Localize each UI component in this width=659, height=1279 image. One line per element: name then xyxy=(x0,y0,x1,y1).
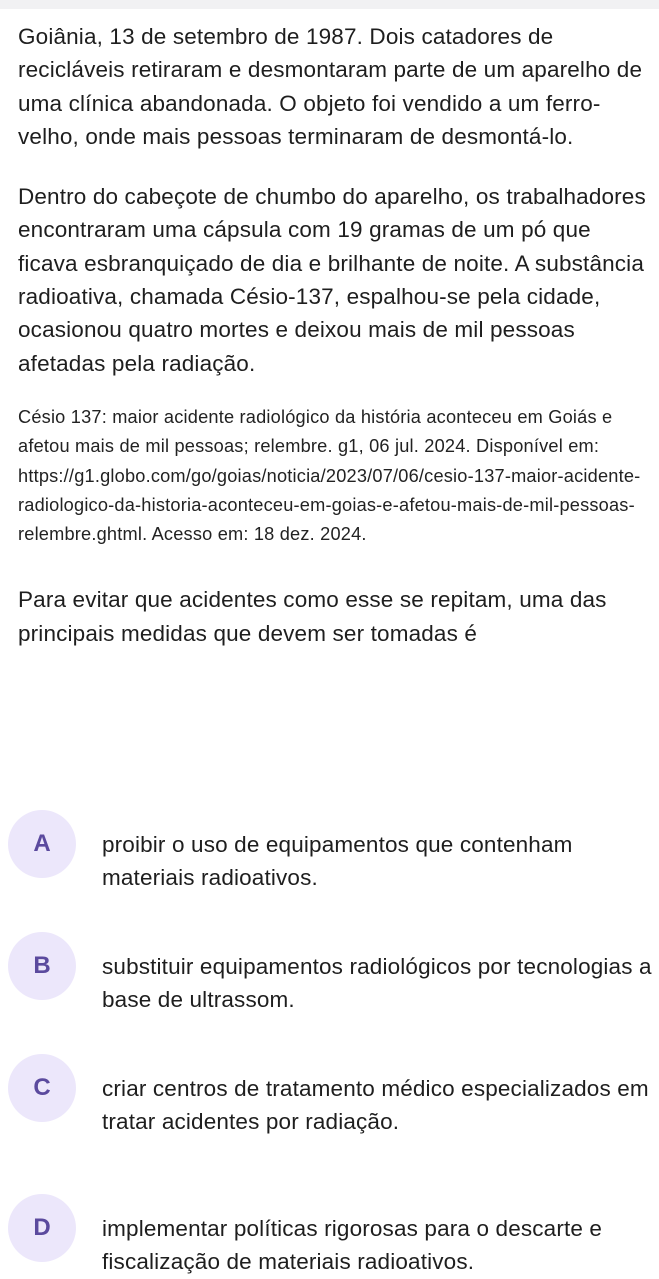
option-d-letter: D xyxy=(8,1194,76,1262)
question-stem: Para evitar que acidentes como esse se repitam, uma das principais medidas que devem ser tomadas é xyxy=(18,587,607,646)
option-b-text: substituir equipamentos radiológicos por tecnologias a base de ultrassom. xyxy=(102,954,652,1013)
option-d-text: implementar políticas rigorosas para o descarte e fiscalização de materiais radioativos. xyxy=(102,1216,603,1275)
option-a-letter: A xyxy=(8,810,76,878)
option-a-text: proibir o uso de equipamentos que contenham materiais radioativos. xyxy=(102,832,573,891)
option-c-text: criar centros de tratamento médico especializados em tratar acidentes por radiação. xyxy=(102,1076,649,1135)
option-b-letter: B xyxy=(8,932,76,1000)
top-strip xyxy=(0,0,659,9)
passage-source: Césio 137: maior acidente radiológico da história aconteceu em Goiás e afetou mais de mil pessoas; relembre. g1, 06 jul. 2024. Disponível em: https://g1.globo.com/go/goias/noticia/2023/07/06/cesio-137-maior-acidente-radiologico-da-historia-aconteceu-em-goias-e-afetou-mais-de-mil-pessoas-relembre.ghtml. Acesso em: 18 dez. 2024. xyxy=(18,406,641,545)
question-passage xyxy=(18,20,650,650)
passage-paragraph-2: Dentro do cabeçote de chumbo do aparelho, os trabalhadores encontraram uma cápsula com 19 gramas de um pó que ficava esbranquiçado de dia e brilhante de noite. A substância radioativa, chamada Césio-137, espalhou-se pela cidade, ocasionou quatro mortes e deixou mais de mil pessoas afetadas pela radiação. xyxy=(18,184,646,376)
option-c-letter: C xyxy=(8,1054,76,1122)
passage-paragraph-1: Goiânia, 13 de setembro de 1987. Dois catadores de recicláveis retiraram e desmontaram parte de um aparelho de uma clínica abandonada. O objeto foi vendido a um ferro-velho, onde mais pessoas terminaram de desmontá-lo. xyxy=(18,24,643,149)
